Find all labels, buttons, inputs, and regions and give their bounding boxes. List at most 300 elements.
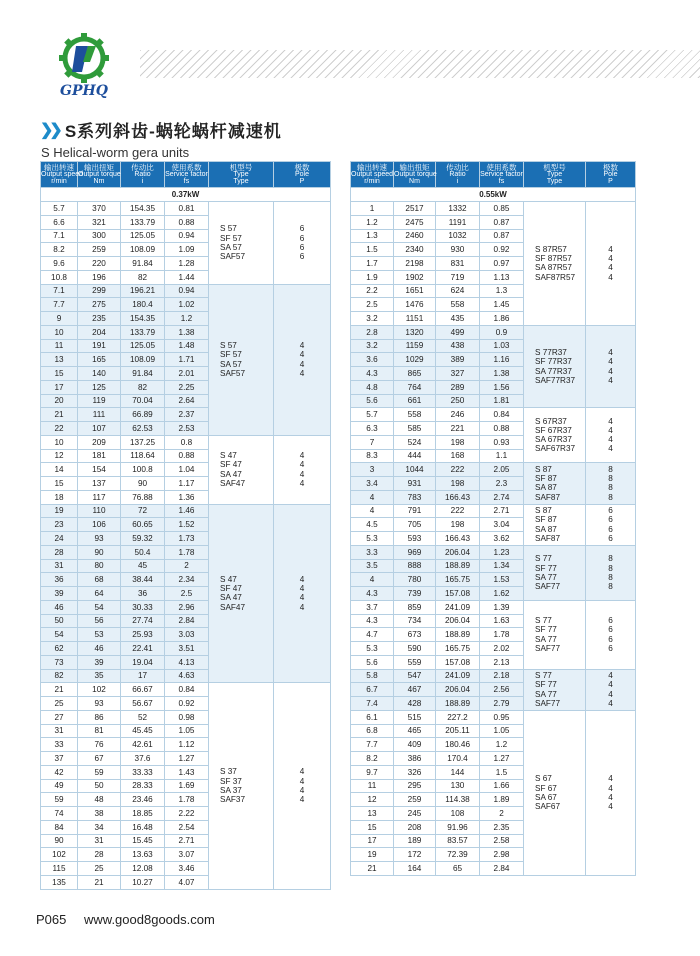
table-cell: 6.7 [351,683,394,697]
table-cell: 18.85 [121,807,165,821]
table-cell: 206.04 [436,614,480,628]
table-cell: 1.02 [165,298,209,312]
table-cell: 86 [78,710,121,724]
table-cell: 59 [41,793,78,807]
table-cell: 28 [78,848,121,862]
table-cell: 386 [394,752,436,766]
column-header-zh: 输出扭矩 [84,163,114,172]
table-cell: 10 [41,325,78,339]
table-cell: 84 [41,820,78,834]
pole-cell [586,202,636,326]
table-cell: 1.5 [480,765,524,779]
table-cell: 204 [78,325,121,339]
table-cell: 206.04 [436,545,480,559]
table-cell: 2.22 [165,807,209,821]
table-cell: 2198 [394,257,436,271]
title-english: S Helical-worm gera units [41,145,190,160]
table-cell: 1.2 [351,215,394,229]
table-cell: 1151 [394,312,436,326]
table-cell: 0.93 [480,435,524,449]
table-cell: 108.09 [121,243,165,257]
type-cell [524,545,586,600]
table-cell: 585 [394,422,436,436]
pole-label: 4 [299,478,305,488]
pole-label: 6 [608,625,613,635]
table-cell: 59 [78,765,121,779]
table-cell: 108 [436,807,480,821]
table-cell: 435 [436,312,480,326]
table-cell: 515 [394,710,436,724]
type-label: SF 67R37 [535,426,572,436]
table-row [351,504,636,518]
column-header-en: Output speed [351,171,394,178]
table-cell: 80 [78,559,121,573]
table-cell: 558 [436,298,480,312]
table-cell: 125.05 [121,229,165,243]
table-cell: 1032 [436,229,480,243]
type-label: SF 77 [535,563,557,573]
table-cell: 38.44 [121,573,165,587]
table-cell: 220 [78,257,121,271]
column-header-zh: 传动比 [131,163,154,172]
table-cell: 5.7 [41,202,78,216]
table-cell: 53 [78,628,121,642]
table-cell: 705 [394,518,436,532]
pole-label: 6 [608,533,613,543]
column-header-zh: 传动比 [446,163,469,172]
table-cell: 33.33 [121,765,165,779]
pole-label: 8 [608,563,613,573]
column-header-zh: 使用系数 [486,163,517,172]
pole-label: 6 [608,643,613,653]
table-cell: 180.46 [436,738,480,752]
table-cell: 295 [394,779,436,793]
table-row [351,600,636,614]
pole-label: 4 [299,574,305,584]
pole-label: 4 [608,263,613,273]
table-cell: 107 [78,422,121,436]
table-cell: 1159 [394,339,436,353]
pole-label: 4 [608,671,613,681]
column-header-zh: 使用系数 [171,163,202,172]
table-cell: 1.05 [165,724,209,738]
column-header-zh: 输出扭矩 [399,163,430,172]
pole-label: 8 [608,474,613,484]
table-cell: 168 [436,449,480,463]
table-cell: 1191 [436,215,480,229]
table-header [351,162,636,188]
table-cell: 2 [165,559,209,573]
column-header-zh: 机型号 [229,163,253,172]
type-label: SA 77 [535,689,557,699]
type-label: SF 57 [220,233,242,243]
table-cell: 1.7 [351,257,394,271]
gphq-logo [38,32,130,98]
type-label: SA 77R37 [535,366,572,376]
table-cell: 37.6 [121,752,165,766]
table-cell: 428 [394,697,436,711]
table-cell: 326 [394,765,436,779]
table-cell: 198 [436,435,480,449]
table-cell: 2.74 [480,490,524,504]
table-cell: 0.8 [165,435,209,449]
column-header-unit: fs [183,178,190,185]
pole-cell [274,504,331,683]
table-cell: 180.4 [121,298,165,312]
table-cell: 1.66 [480,779,524,793]
pole-label: 8 [608,554,613,564]
table-cell: 2.58 [480,834,524,848]
table-cell: 235 [78,312,121,326]
table-cell: 0.87 [480,229,524,243]
type-cell [524,669,586,710]
table-cell: 119 [78,394,121,408]
table-cell: 4 [351,573,394,587]
column-header-en: Output torque [394,171,437,178]
table-cell: 28.33 [121,779,165,793]
type-cell [209,202,274,285]
table-cell: 8.2 [351,752,394,766]
type-label: SF 67 [535,783,557,793]
table-cell: 25.93 [121,628,165,642]
table-cell: 91.96 [436,820,480,834]
table-cell: 547 [394,669,436,683]
table-cell: 2.96 [165,600,209,614]
pole-label: 4 [608,783,613,793]
pole-label: 8 [608,492,613,502]
table-cell: 7.1 [41,284,78,298]
table-cell: 389 [436,353,480,367]
table-cell: 4.07 [165,875,209,889]
table-cell: 11 [41,339,78,353]
table-cell: 764 [394,380,436,394]
table-cell: 27 [41,710,78,724]
table-cell: 0.88 [165,215,209,229]
table-cell: 8.3 [351,449,394,463]
table-cell: 859 [394,600,436,614]
table-cell: 6.1 [351,710,394,724]
table-cell: 1.56 [480,380,524,394]
table-cell: 222 [436,463,480,477]
table-cell: 1.27 [480,752,524,766]
type-label: SAF87 [535,533,561,543]
table-cell: 2.8 [351,325,394,339]
table-cell: 22.41 [121,642,165,656]
table-cell: 19 [351,848,394,862]
table-cell: 64 [78,587,121,601]
table-cell: 20 [41,394,78,408]
table-cell: 3.5 [351,559,394,573]
type-label: SA 87 [535,483,557,493]
table-cell: 1.3 [480,284,524,298]
table-cell: 3.2 [351,312,394,326]
table-row [351,545,636,559]
table-cell: 191 [78,339,121,353]
table-cell: 165 [78,353,121,367]
type-cell [524,202,586,326]
table-cell: 321 [78,215,121,229]
left-spec-table [40,161,331,890]
table-cell: 327 [436,367,480,381]
table-cell: 558 [394,408,436,422]
column-header-en: Type [546,171,563,178]
table-cell: 188.89 [436,628,480,642]
column-header-zh: 机型号 [543,163,566,172]
table-cell: 82 [121,270,165,284]
type-label: SAF87 [535,492,561,502]
table-cell: 10.8 [41,270,78,284]
table-cell: 0.87 [480,215,524,229]
type-label: S 57 [220,341,237,351]
type-label: SAF47 [220,478,246,488]
table-cell: 31 [78,834,121,848]
table-cell: 59.32 [121,532,165,546]
table-cell: 25 [78,862,121,876]
table-cell: 221 [436,422,480,436]
table-cell: 0.9 [480,325,524,339]
table-cell: 115 [41,862,78,876]
table-cell: 133.79 [121,325,165,339]
type-label: S 77 [535,616,552,626]
table-cell: 164 [394,862,436,876]
pole-label: 4 [608,680,613,690]
table-cell: 17 [351,834,394,848]
type-label: S 77R37 [535,348,567,358]
table-cell: 82 [121,380,165,394]
table-cell: 3.62 [480,532,524,546]
pole-label: 4 [608,689,613,699]
table-cell: 15 [41,367,78,381]
table-cell: 1.04 [165,463,209,477]
table-cell: 2.37 [165,408,209,422]
table-cell: 22 [41,422,78,436]
table-cell: 5.3 [351,532,394,546]
column-header-en: Service factor [480,171,523,178]
column-header-en: Pole [603,171,618,178]
type-cell [524,325,586,408]
table-cell: 68 [78,573,121,587]
table-cell: 52 [121,710,165,724]
table-cell: 125.05 [121,339,165,353]
table-cell: 0.95 [480,710,524,724]
table-cell: 1.78 [480,628,524,642]
pole-label: 4 [608,774,613,784]
table-cell: 188.89 [436,559,480,573]
pole-label: 4 [299,593,305,603]
table-cell: 831 [436,257,480,271]
table-cell: 206.04 [436,683,480,697]
table-cell: 13 [351,807,394,821]
table-cell: 3.2 [351,339,394,353]
type-cell [209,504,274,683]
table-cell: 624 [436,284,480,298]
table-cell: 21 [41,683,78,697]
table-cell: 165.75 [436,573,480,587]
table-cell: 13 [41,353,78,367]
table-cell: 102 [78,683,121,697]
table-cell: 16.48 [121,820,165,834]
power-row [41,188,331,202]
type-label: SA 57 [220,242,242,252]
table-cell: 3.51 [165,642,209,656]
table-cell: 9.7 [351,765,394,779]
column-header [524,162,586,188]
table-cell: 719 [436,270,480,284]
table-cell: 1.38 [480,367,524,381]
table-cell: 5.6 [351,394,394,408]
pole-label: 8 [608,483,613,493]
table-cell: 133.79 [121,215,165,229]
pole-label: 4 [608,272,613,282]
table-cell: 1.44 [165,270,209,284]
table-cell: 73 [41,655,78,669]
table-cell: 2340 [394,243,436,257]
power-row [351,188,636,202]
column-header [351,162,394,188]
table-cell: 72.39 [436,848,480,862]
table-cell: 7.7 [351,738,394,752]
table-cell: 10.27 [121,875,165,889]
table-header [41,162,331,188]
table-cell: 1.53 [480,573,524,587]
table-cell: 91.84 [121,367,165,381]
table-cell: 45.45 [121,724,165,738]
decorative-stripes [140,50,700,78]
pole-cell [274,435,331,504]
right-spec-table [350,161,636,876]
table-cell: 865 [394,367,436,381]
table-cell: 444 [394,449,436,463]
table-cell: 23 [41,518,78,532]
table-cell: 166.43 [436,532,480,546]
type-label: S 47 [220,574,237,584]
table-cell: 1.43 [165,765,209,779]
table-cell: 114.38 [436,793,480,807]
table-cell: 275 [78,298,121,312]
table-cell: 2.56 [480,683,524,697]
table-cell: 23.46 [121,793,165,807]
table-cell: 0.94 [165,284,209,298]
table-cell: 66.67 [121,683,165,697]
table-cell: 50 [78,779,121,793]
table-cell: 5.3 [351,642,394,656]
table-cell: 300 [78,229,121,243]
table-cell: 0.94 [165,229,209,243]
table-cell: 888 [394,559,436,573]
column-header-zh: 输出转速 [357,163,387,172]
table-cell: 1.73 [165,532,209,546]
type-label: S 87R57 [535,244,567,254]
table-cell: 31 [41,559,78,573]
table-cell: 4.63 [165,669,209,683]
table-cell: 370 [78,202,121,216]
pole-label: 6 [299,224,305,234]
table-cell: 65 [436,862,480,876]
table-cell: 3.6 [351,353,394,367]
type-label: SF 87 [535,474,557,484]
type-label: SAF57 [220,251,246,261]
table-cell: 39 [41,587,78,601]
type-cell [524,463,586,504]
table-row [41,435,331,449]
table-cell: 1044 [394,463,436,477]
table-cell: 1.38 [165,325,209,339]
table-cell: 3.7 [351,600,394,614]
table-cell: 2460 [394,229,436,243]
table-cell: 791 [394,504,436,518]
table-cell: 12 [41,449,78,463]
pole-cell [586,463,636,504]
table-cell: 137 [78,477,121,491]
power-rating: 0.37kW [41,188,331,202]
table-cell: 17 [121,669,165,683]
table-cell: 4.13 [165,655,209,669]
table-cell: 1 [351,202,394,216]
type-label: S 57 [220,224,237,234]
table-cell: 2.34 [165,573,209,587]
table-cell: 0.88 [165,449,209,463]
table-cell: 82 [41,669,78,683]
table-cell: 46 [41,600,78,614]
table-row [41,284,331,298]
table-cell: 2.98 [480,848,524,862]
pole-label: 4 [608,348,613,358]
table-cell: 1.46 [165,504,209,518]
table-cell: 50 [41,614,78,628]
table-cell: 1.69 [165,779,209,793]
column-header [78,162,121,188]
pole-label: 6 [608,506,613,516]
table-cell: 19.04 [121,655,165,669]
table-cell: 2.35 [480,820,524,834]
table-cell: 38 [78,807,121,821]
type-label: SA 37 [220,785,242,795]
table-cell: 1.16 [480,353,524,367]
table-cell: 28 [41,545,78,559]
table-cell: 21 [78,875,121,889]
table-cell: 93 [78,697,121,711]
type-label: SAF57 [220,368,246,378]
table-cell: 21 [41,408,78,422]
pole-label: 4 [299,451,305,461]
pole-label: 4 [299,795,305,805]
table-cell: 1.86 [480,312,524,326]
table-cell: 48 [78,793,121,807]
type-label: S 47 [220,451,237,461]
table-cell: 222 [436,504,480,518]
table-cell: 4.3 [351,587,394,601]
type-label: S 87 [535,464,552,474]
type-label: SA 67R37 [535,435,572,445]
pole-label: 4 [299,350,305,360]
double-chevron-right-icon: ❯❯ [40,121,59,139]
table-cell: 289 [436,380,480,394]
table-cell: 118.64 [121,449,165,463]
table-cell: 5.6 [351,655,394,669]
table-cell: 931 [394,477,436,491]
table-cell: 1.05 [480,724,524,738]
table-cell: 196.21 [121,284,165,298]
type-label: S 37 [220,767,237,777]
table-row [351,669,636,683]
table-cell: 2.05 [480,463,524,477]
table-cell: 24 [41,532,78,546]
pole-label: 4 [608,416,613,426]
type-label: S 87 [535,506,552,516]
table-cell: 2.02 [480,642,524,656]
column-header-zh: 极数 [294,163,310,172]
pole-label: 6 [608,515,613,525]
